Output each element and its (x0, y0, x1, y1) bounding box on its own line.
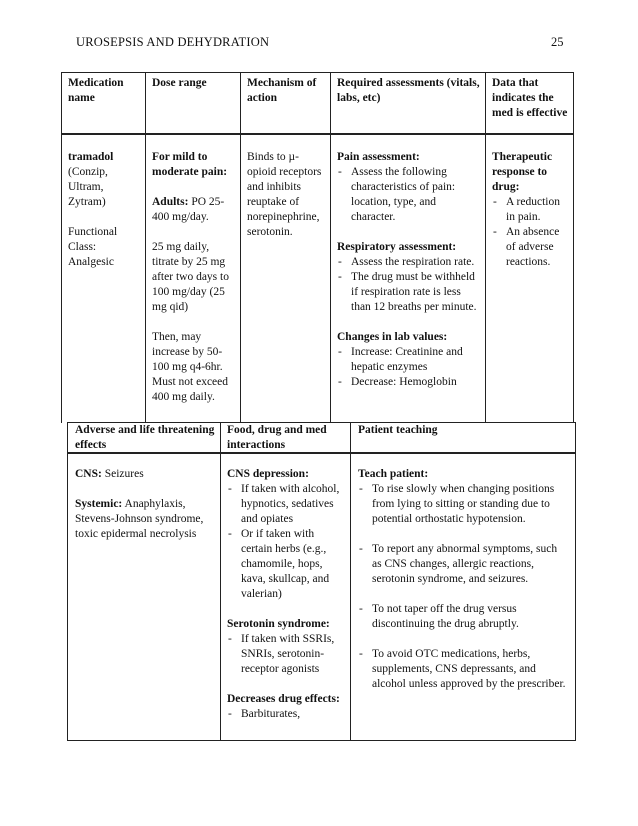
adults-label: Adults: (152, 196, 189, 208)
list-item: - To rise slowly when changing positions from lying to sitting or standing due to potential orthostatic hypotension. (358, 482, 568, 527)
header-interactions: Food, drug and med interactions (227, 424, 327, 451)
adverse-cell (75, 467, 217, 542)
assessment-cell (337, 150, 482, 390)
dose-heading: For mild to moderate pain: (152, 151, 228, 178)
interactions-cell (227, 467, 347, 722)
list-item: - Decrease: Hemoglobin (337, 375, 482, 390)
medication-cell (68, 150, 142, 270)
header-medication-name: Medication name (68, 77, 124, 104)
respiratory-assessment-heading: Respiratory assessment: (337, 241, 457, 253)
list-item: - Barbiturates, (227, 707, 347, 722)
systemic-effects: Anaphylaxis, Stevens-Johnson syndrome, toxic epidermal necrolysis (75, 498, 204, 540)
header-mechanism: Mechanism of action (247, 77, 317, 104)
teaching-cell (358, 467, 568, 692)
adults-dose: PO 25-400 mg/day. (152, 196, 225, 223)
effective-cell (492, 150, 570, 270)
list-item: - If taken with SSRIs, SNRIs, serotonin-receptor agonists (227, 632, 347, 677)
lab-values-heading: Changes in lab values: (337, 331, 448, 343)
header-adverse-effects: Adverse and life threatening effects (75, 424, 215, 451)
page-number: 25 (551, 35, 564, 49)
list-item: - If taken with alcohol, hypnotics, sedatives and opiates (227, 482, 347, 527)
cns-depression-heading: CNS depression: (227, 468, 309, 480)
dose-titration: 25 mg daily, titrate by 25 mg after two days to 100 mg/day (25 mg qid) (152, 241, 229, 313)
list-item: - To not taper off the drug versus discontinuing the drug abruptly. (358, 602, 568, 632)
list-item: - Or if taken with certain herbs (e.g., chamomile, hops, kava, skullcap, and valerian) (227, 527, 347, 602)
list-item: - To report any abnormal symptoms, such as CNS changes, allergic reactions, serotonin syndrome, and seizures. (358, 542, 568, 587)
dose-cell (152, 150, 236, 405)
list-item: - An absence of adverse reactions. (492, 225, 570, 270)
list-item: - The drug must be withheld if respiration rate is less than 12 breaths per minute. (337, 270, 482, 315)
cns-effect: Seizures (104, 468, 144, 480)
list-item: - Assess the following characteristics of pain: location, type, and character. (337, 165, 482, 225)
therapeutic-response-heading: Therapeutic response to drug: (492, 151, 553, 193)
header-patient-teaching: Patient teaching (358, 424, 438, 436)
serotonin-syndrome-heading: Serotonin syndrome: (227, 618, 330, 630)
functional-class: Functional Class: Analgesic (68, 226, 118, 268)
systemic-label: Systemic: (75, 498, 123, 510)
cns-label: CNS: (75, 468, 102, 480)
list-item: - To avoid OTC medications, herbs, supplements, CNS depressants, and alcohol unless approved by the prescriber. (358, 647, 568, 692)
list-item: - Increase: Creatinine and hepatic enzymes (337, 345, 482, 375)
pain-assessment-heading: Pain assessment: (337, 151, 420, 163)
list-item: - A reduction in pain. (492, 195, 570, 225)
list-item: - Assess the respiration rate. (337, 255, 482, 270)
running-header-title: UROSEPSIS AND DEHYDRATION (76, 35, 270, 49)
medication-brands: (Conzip, Ultram, Zytram) (68, 166, 108, 208)
teach-patient-heading: Teach patient: (358, 468, 429, 480)
medication-name: tramadol (68, 151, 114, 163)
mechanism-text: Binds to µ-opioid receptors and inhibits reuptake of norepinephrine, serotonin. (247, 151, 322, 238)
dose-maximum: Then, may increase by 50-100 mg q4-6hr. Must not exceed 400 mg daily. (152, 331, 229, 403)
header-dose-range: Dose range (152, 77, 207, 89)
decreases-effects-heading: Decreases drug effects: (227, 693, 340, 705)
header-required-assessments: Required assessments (vitals, labs, etc) (337, 77, 480, 104)
header-effective-data: Data that indicates the med is effective (492, 77, 568, 119)
